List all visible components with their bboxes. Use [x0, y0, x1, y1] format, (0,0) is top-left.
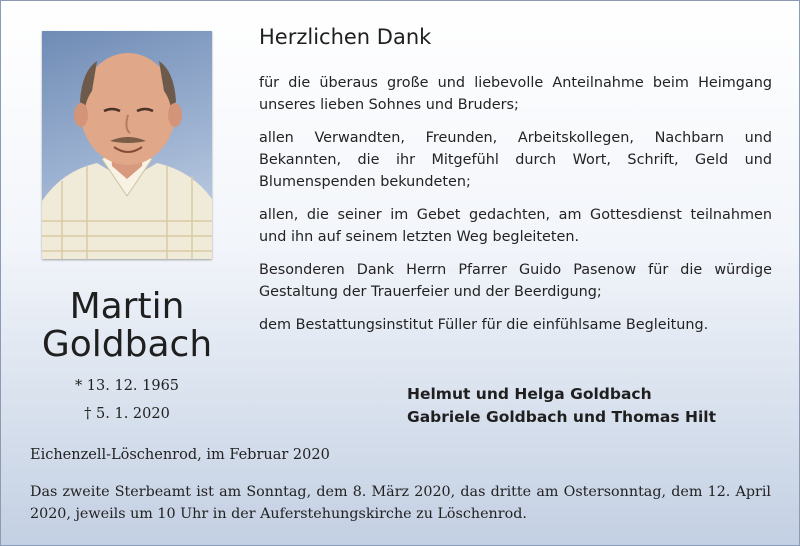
portrait-illustration	[42, 31, 212, 259]
thanks-paragraph: für die überaus große und liebevolle Anteilnahme beim Heimgang unseres lieben Sohnes und Bruders;	[259, 75, 772, 113]
thanks-paragraph: dem Bestattungsinstitut Füller für die einfühlsame Begleitung.	[259, 317, 709, 333]
thanks-text	[259, 72, 772, 347]
deceased-first-name: Martin	[69, 286, 185, 327]
thanks-paragraph: allen, die seiner im Gebet gedachten, am Gottesdienst teilnahmen und ihn auf seinem letzten Weg begleiteten.	[259, 207, 772, 245]
signer-line: Gabriele Goldbach und Thomas Hilt	[407, 408, 716, 426]
deceased-last-name: Goldbach	[41, 324, 213, 365]
page-title: Herzlichen Dank	[259, 25, 432, 49]
thanks-paragraph: allen Verwandten, Freunden, Arbeitskollegen, Nachbarn und Bekannten, die ihr Mitgefühl durch Wort, Schrift, Geld und Blumenspenden bekundeten;	[259, 130, 772, 190]
place-and-date: Eichenzell-Löschenrod, im Februar 2020	[30, 447, 330, 463]
portrait-photo	[42, 31, 212, 259]
birth-date: * 13. 12. 1965	[74, 378, 180, 394]
signers-block	[407, 383, 716, 429]
death-date: † 5. 1. 2020	[84, 406, 170, 422]
thanks-paragraph: Besonderen Dank Herrn Pfarrer Guido Pasenow für die würdige Gestaltung der Trauerfeier und der Beerdigung;	[259, 262, 772, 300]
memorial-service-notice: Das zweite Sterbeamt ist am Sonntag, dem 8. März 2020, das dritte am Ostersonntag, dem 12. April 2020, jeweils um 10 Uhr in der Auferstehungskirche zu Löschenrod.	[30, 484, 771, 522]
signer-line: Helmut und Helga Goldbach	[407, 385, 652, 403]
